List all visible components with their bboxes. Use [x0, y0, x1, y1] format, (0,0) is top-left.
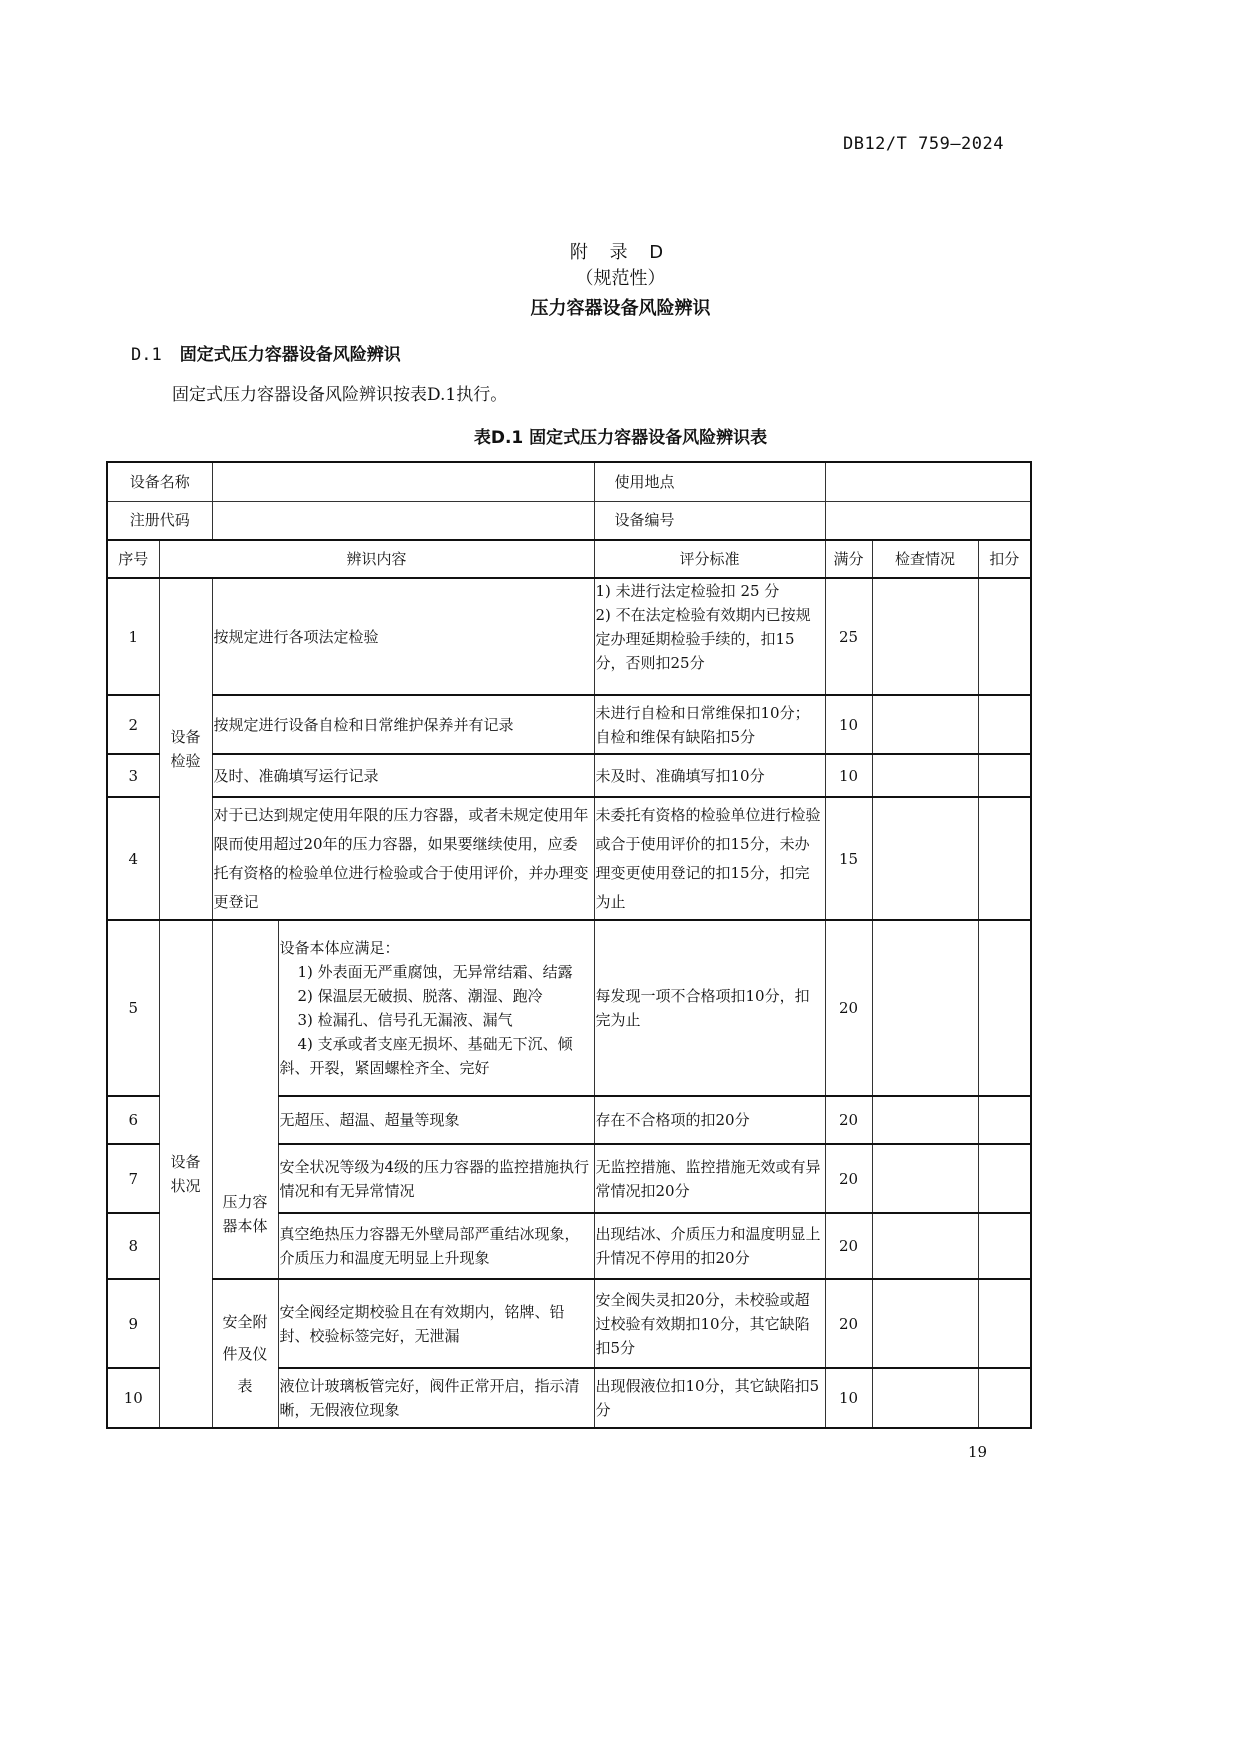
row-seq: 6	[107, 1096, 159, 1144]
table-row	[107, 695, 1031, 754]
row-score: 10	[825, 754, 872, 797]
row-inspection[interactable]	[872, 1096, 978, 1144]
row-criteria: 安全阀失灵扣20分，未校验或超过校验有效期扣10分，其它缺陷扣5分	[594, 1279, 825, 1368]
page-number: 19	[968, 1443, 988, 1461]
row-score: 20	[825, 1213, 872, 1279]
row-score: 20	[825, 920, 872, 1096]
row-score: 10	[825, 695, 872, 754]
row-content: 真空绝热压力容器无外壁局部严重结冰现象，介质压力和温度无明显上升现象	[278, 1213, 594, 1279]
device-name-label: 设备名称	[107, 462, 212, 501]
row-content: 液位计玻璃板管完好，阀件正常开启，指示清晰，无假液位现象	[278, 1368, 594, 1428]
row-criteria: 存在不合格项的扣20分	[594, 1096, 825, 1144]
row-inspection[interactable]	[872, 1368, 978, 1428]
header-inspection: 检查情况	[872, 540, 978, 578]
row-criteria: 每发现一项不合格项扣10分，扣完为止	[594, 920, 825, 1096]
row-score: 25	[825, 578, 872, 695]
row-seq: 10	[107, 1368, 159, 1428]
row-score: 20	[825, 1096, 872, 1144]
content-item: 2) 保温层无破损、脱落、潮湿、跑冷	[297, 987, 543, 1005]
table-row	[107, 797, 1031, 920]
group-label: 设备检验	[170, 728, 201, 770]
row-deduction[interactable]	[978, 1213, 1031, 1279]
row-content: 无超压、超温、超量等现象	[278, 1096, 594, 1144]
device-no-label-text: 设备编号	[614, 511, 675, 530]
subgroup-vessel-body	[212, 920, 278, 1279]
group-equipment-inspection	[159, 578, 212, 920]
document-code: DB12/T 759—2024	[842, 134, 1004, 154]
row-score: 15	[825, 797, 872, 920]
row-content: 及时、准确填写运行记录	[212, 754, 594, 797]
table-row	[107, 754, 1031, 797]
row-inspection[interactable]	[872, 1144, 978, 1213]
content-item: 1) 外表面无严重腐蚀，无异常结霜、结露	[297, 963, 573, 981]
row-deduction[interactable]	[978, 920, 1031, 1096]
table-row	[107, 578, 1031, 695]
row-inspection[interactable]	[872, 797, 978, 920]
row-deduction[interactable]	[978, 1368, 1031, 1428]
row-deduction[interactable]	[978, 578, 1031, 695]
row-deduction[interactable]	[978, 797, 1031, 920]
location-label	[594, 462, 825, 501]
row-seq: 4	[107, 797, 159, 920]
row-content: 按规定进行各项法定检验	[212, 578, 594, 695]
row-content: 安全状况等级为4级的压力容器的监控措施执行情况和有无异常情况	[278, 1144, 594, 1213]
row-criteria: 出现结冰、介质压力和温度明显上升情况不停用的扣20分	[594, 1213, 825, 1279]
row-score: 20	[825, 1144, 872, 1213]
reg-code-field[interactable]	[212, 501, 594, 540]
location-label-text: 使用地点	[614, 472, 675, 491]
appendix-title: 压力容器设备风险辨识	[530, 298, 711, 319]
appendix-nature: （规范性）	[575, 268, 666, 289]
table-caption: 表D.1 固定式压力容器设备风险辨识表	[473, 428, 768, 448]
info-row-2	[107, 501, 1031, 540]
criteria-line: 1) 未进行法定检验扣 25 分	[595, 582, 780, 600]
row-score: 10	[825, 1368, 872, 1428]
row-inspection[interactable]	[872, 754, 978, 797]
subgroup-label: 压力容器本体	[222, 1193, 268, 1235]
row-seq: 8	[107, 1213, 159, 1279]
location-field[interactable]	[825, 462, 1031, 501]
row-deduction[interactable]	[978, 1096, 1031, 1144]
table-row	[107, 920, 1031, 1096]
reg-code-label: 注册代码	[107, 501, 212, 540]
row-seq: 2	[107, 695, 159, 754]
subgroup-safety-accessories	[212, 1279, 278, 1428]
section-paragraph: 固定式压力容器设备风险辨识按表D.1执行。	[172, 385, 508, 405]
row-seq: 7	[107, 1144, 159, 1213]
criteria-line: 2) 不在法定检验有效期内已按规定办理延期检验手续的，扣15分，否则扣25分	[595, 606, 811, 672]
row-content: 安全阀经定期校验且在有效期内，铭牌、铅封、校验标签完好，无泄漏	[278, 1279, 594, 1368]
row-criteria: 无监控措施、监控措施无效或有异常情况扣20分	[594, 1144, 825, 1213]
header-criteria: 评分标准	[594, 540, 825, 578]
row-criteria: 未及时、准确填写扣10分	[594, 754, 825, 797]
row-deduction[interactable]	[978, 695, 1031, 754]
row-criteria: 未委托有资格的检验单位进行检验或合于使用评价的扣15分，未办理变更使用登记的扣15分，扣完为止	[594, 797, 825, 920]
group-label: 设备状况	[170, 1153, 201, 1195]
row-inspection[interactable]	[872, 920, 978, 1096]
row-deduction[interactable]	[978, 1279, 1031, 1368]
group-equipment-condition	[159, 920, 212, 1428]
row-content	[278, 920, 594, 1096]
row-score: 20	[825, 1279, 872, 1368]
row-criteria: 出现假液位扣10分，其它缺陷扣5分	[594, 1368, 825, 1428]
row-content: 按规定进行设备自检和日常维护保养并有记录	[212, 695, 594, 754]
section-number: D.1	[131, 345, 162, 365]
header-deduction: 扣分	[978, 540, 1031, 578]
row-criteria	[594, 578, 825, 695]
risk-identification-table	[106, 461, 1032, 1429]
table-row	[107, 1279, 1031, 1368]
row-inspection[interactable]	[872, 1279, 978, 1368]
row-seq: 9	[107, 1279, 159, 1368]
appendix-label: 附 录 D	[569, 242, 672, 263]
header-row	[107, 540, 1031, 578]
row-deduction[interactable]	[978, 1144, 1031, 1213]
section-heading	[131, 340, 401, 365]
row-seq: 5	[107, 920, 159, 1096]
content-item: 3) 检漏孔、信号孔无漏液、漏气	[297, 1011, 513, 1029]
row-seq: 1	[107, 578, 159, 695]
header-content: 辨识内容	[159, 540, 594, 578]
row-inspection[interactable]	[872, 695, 978, 754]
content-intro: 设备本体应满足：	[279, 939, 400, 957]
device-no-field[interactable]	[825, 501, 1031, 540]
content-item: 4) 支承或者支座无损坏、基础无下沉、倾斜、开裂，紧固螺栓齐全、完好	[279, 1035, 573, 1077]
row-inspection[interactable]	[872, 578, 978, 695]
section-title: 固定式压力容器设备风险辨识	[179, 345, 401, 365]
row-criteria: 未进行自检和日常维保扣10分；自检和维保有缺陷扣5分	[594, 695, 825, 754]
header-full-score: 满分	[825, 540, 872, 578]
row-content: 对于已达到规定使用年限的压力容器，或者未规定使用年限而使用超过20年的压力容器，如果要继续使用，应委托有资格的检验单位进行检验或合于使用评价，并办理变更登记	[212, 797, 594, 920]
device-name-field[interactable]	[212, 462, 594, 501]
subgroup-label: 安全附件及仪表	[222, 1312, 268, 1395]
info-row-1	[107, 462, 1031, 501]
row-seq: 3	[107, 754, 159, 797]
device-no-label	[594, 501, 825, 540]
row-deduction[interactable]	[978, 754, 1031, 797]
row-inspection[interactable]	[872, 1213, 978, 1279]
header-seq: 序号	[107, 540, 159, 578]
